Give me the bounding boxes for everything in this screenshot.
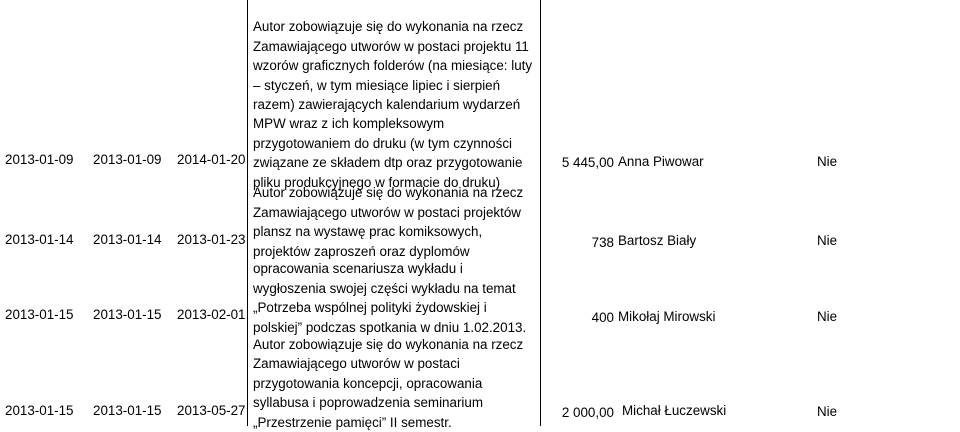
table-row bbox=[0, 329, 960, 430]
amount-cell: 2 000,00 bbox=[561, 405, 614, 420]
date-cell: 2013-01-14 bbox=[5, 232, 74, 247]
date-cell: 2013-01-09 bbox=[5, 152, 74, 167]
flag-cell: Nie bbox=[817, 404, 838, 419]
date-cell: 2013-01-23 bbox=[177, 232, 246, 247]
table-row bbox=[0, 253, 960, 335]
person-cell: Bartosz Biały bbox=[618, 233, 697, 248]
date-cell: 2013-02-01 bbox=[177, 307, 246, 322]
description-cell bbox=[253, 253, 538, 335]
date-cell: 2013-01-09 bbox=[93, 152, 162, 167]
description-text: Autor zobowiązuje się do wykonania na rzecz Zamawiającego utworów w postaci przygotowania koncepcji, opracowania syllabusa i poprowadzenia seminarium „Przestrzenie pamięci” II semestr. bbox=[253, 336, 524, 430]
date-cell: 2013-01-15 bbox=[93, 403, 162, 418]
table-row bbox=[0, 0, 960, 190]
description-text: Autor zobowiązuje się do wykonania na rzecz Zamawiającego utworów w postaci projektu 11 wzorów graficznych folderów (na miesiące: luty – styczeń, w tym miesiące lipiec i sierpień razem) zawierających kalendarium wydarzeń MPW wraz z ich kompleksowym przygotowaniem do druku (w tym czynności związane ze składem dtp oraz przygotowanie pliku produkcyjnego w formacie do druku) bbox=[253, 19, 533, 190]
description-text: Autor zobowiązuje się do wykonania na rzecz Zamawiającego utworów w postaci projektów plansz na wystawę prac komiksowych, projektów zaproszeń oraz dyplomów bbox=[253, 185, 524, 259]
date-cell: 2013-01-15 bbox=[93, 307, 162, 322]
flag-cell: Nie bbox=[817, 309, 838, 324]
person-cell: Michał Łuczewski bbox=[622, 403, 727, 418]
date-cell: 2013-01-14 bbox=[93, 232, 162, 247]
date-cell: 2013-01-15 bbox=[5, 403, 74, 418]
table-row bbox=[0, 179, 960, 259]
date-cell: 2013-01-15 bbox=[5, 307, 74, 322]
flag-cell: Nie bbox=[817, 154, 838, 169]
description-text: opracowania scenariusza wykładu i wygłoszenia swojej części wykładu na temat „Potrzeba wspólnej polityki żydowskiej i polskiej” podczas spotkania w dniu 1.02.2013. bbox=[253, 261, 527, 335]
description-cell bbox=[253, 329, 538, 430]
date-cell: 2013-05-27 bbox=[177, 403, 246, 418]
person-cell: Anna Piwowar bbox=[618, 154, 704, 169]
description-cell bbox=[253, 179, 538, 259]
flag-cell: Nie bbox=[817, 233, 838, 248]
amount-cell: 5 445,00 bbox=[561, 155, 614, 170]
description-cell bbox=[253, 0, 538, 190]
amount-cell: 400 bbox=[591, 310, 614, 325]
amount-cell: 738 bbox=[591, 235, 614, 250]
person-cell: Mikołaj Mirowski bbox=[618, 309, 716, 324]
date-cell: 2014-01-20 bbox=[177, 152, 246, 167]
